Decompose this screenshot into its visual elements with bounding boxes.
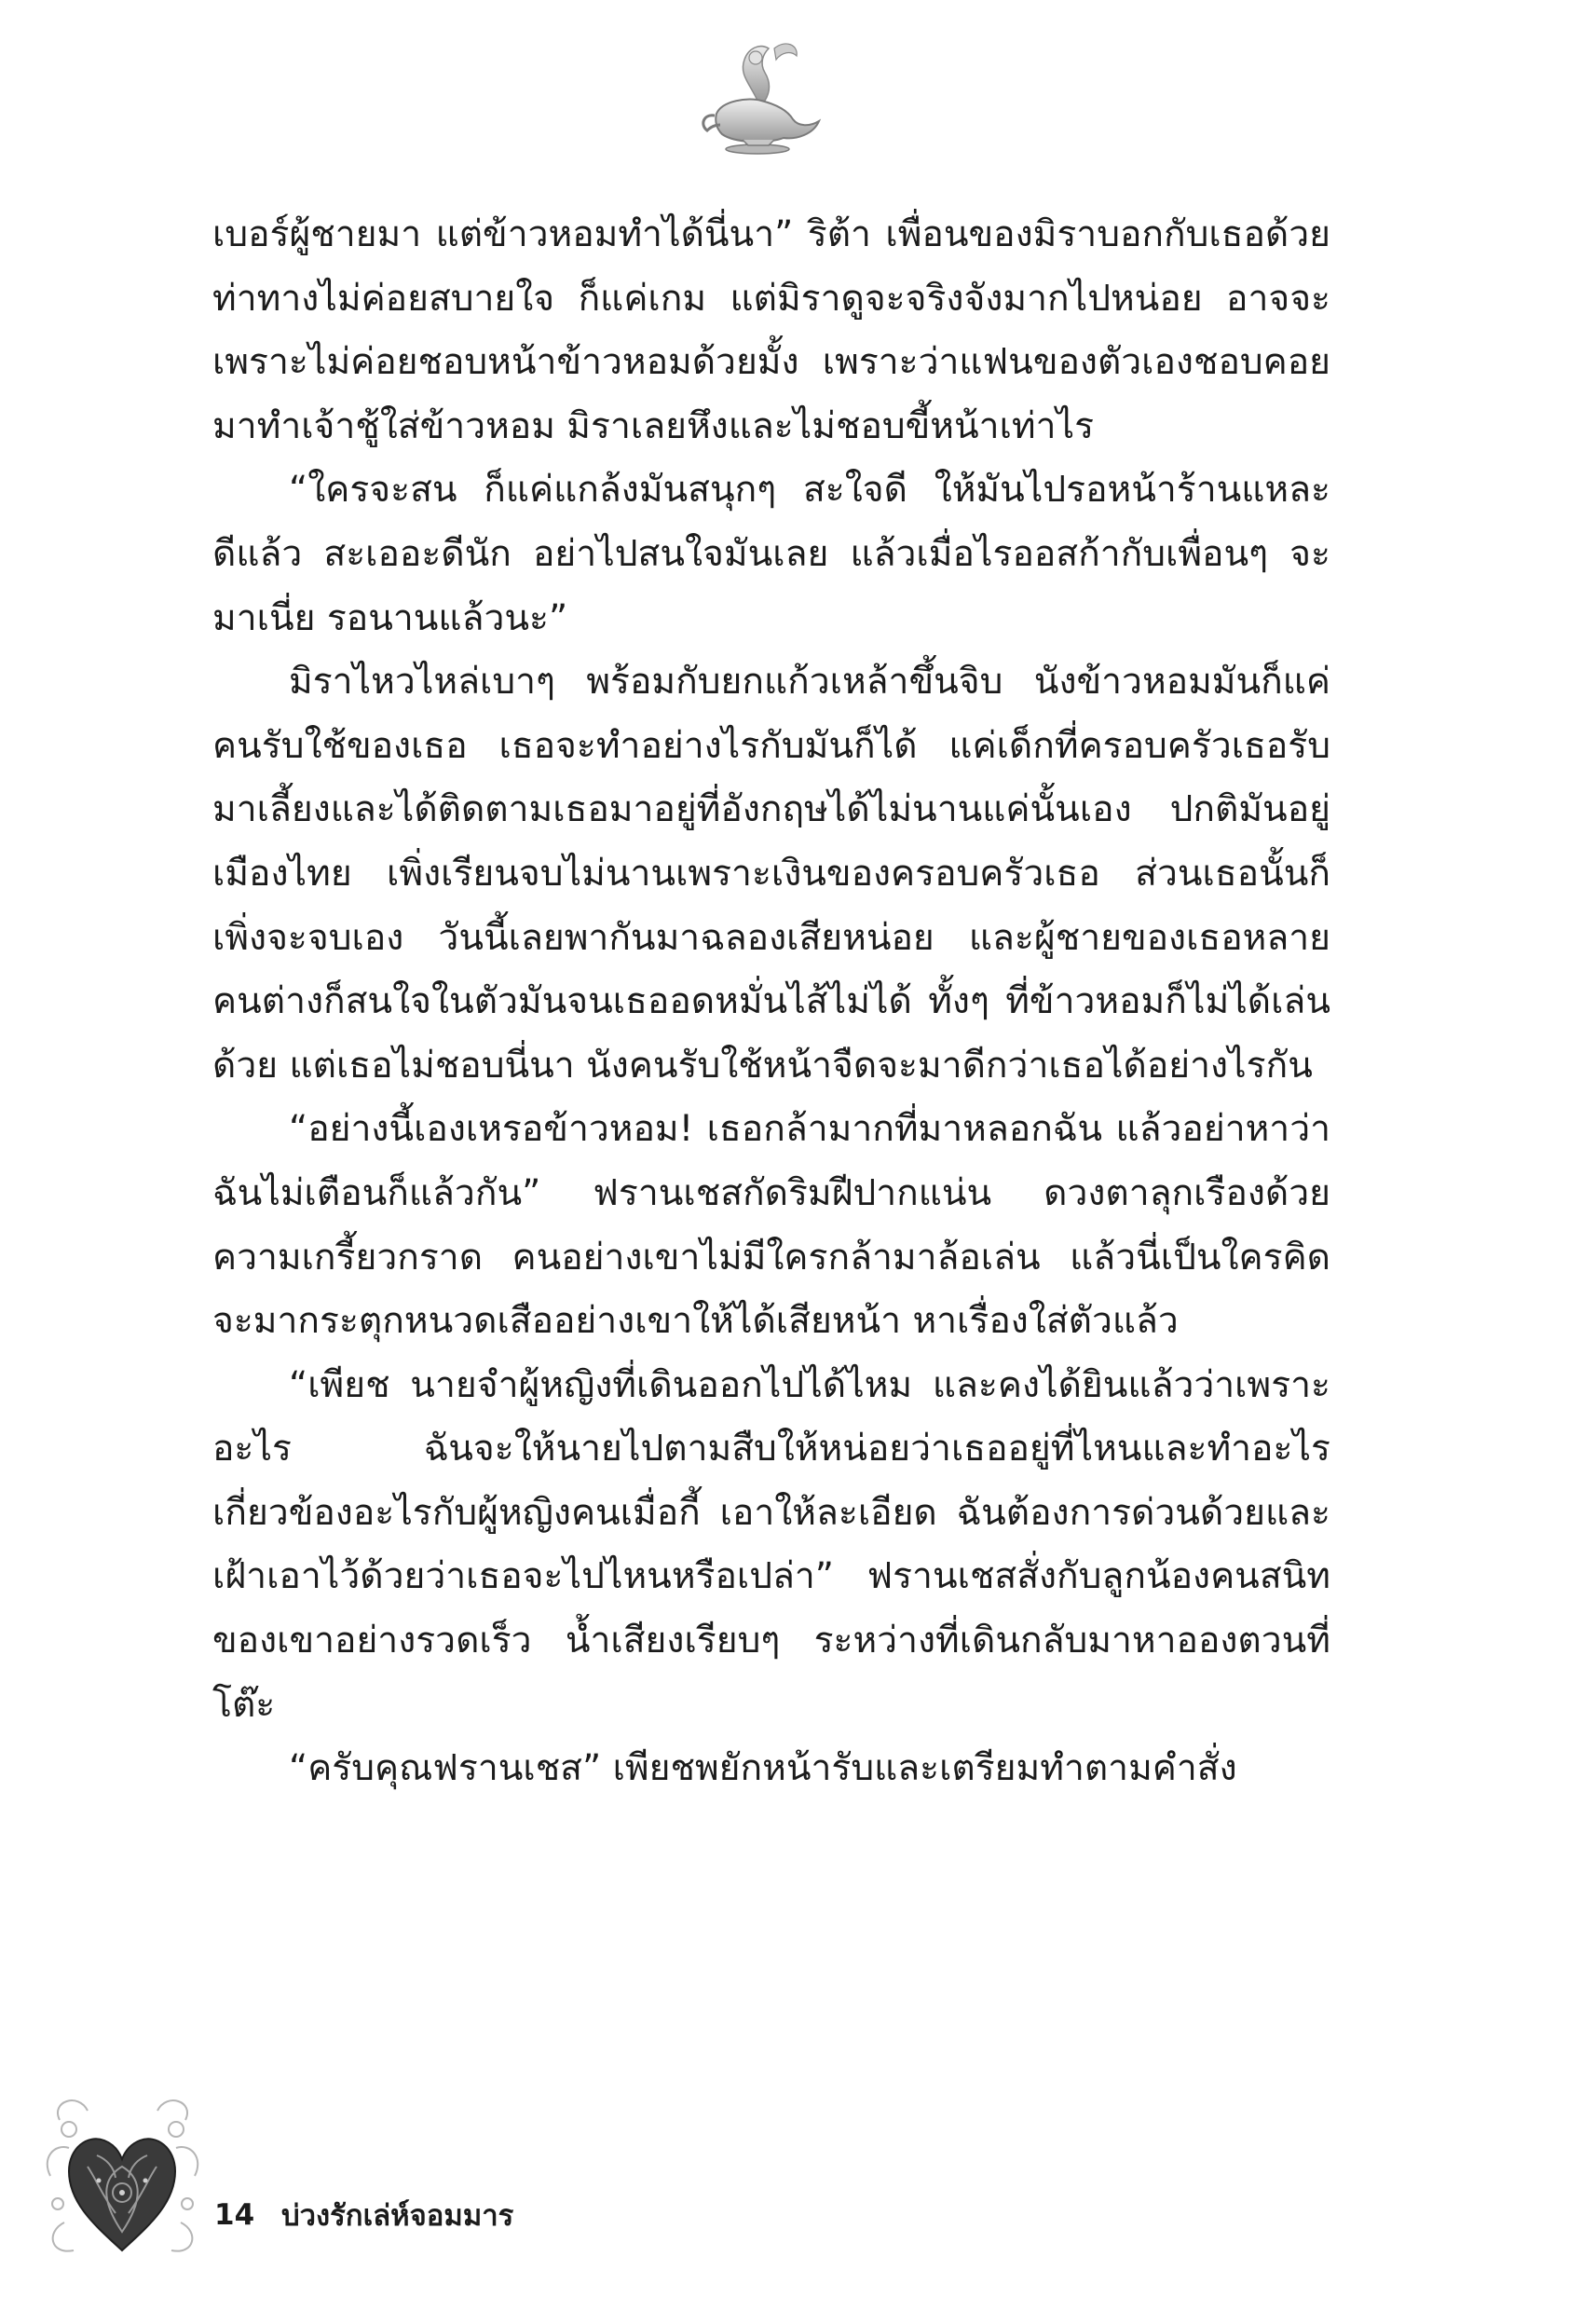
book-title: บ่วงรักเล่ห์จอมมาร [280, 2199, 514, 2233]
ornamental-heart-icon [41, 2092, 204, 2269]
paragraph-5: “เพียช นายจำผู้หญิงที่เดินออกไปได้ไหม และคงได้ยินแล้วว่าเพราะอะไร ฉันจะให้นายไปตามสืบให้หน่อยว่าเธออยู่ที่ไหนและทำอะไรเกี่ยวข้องอะไรกับผู้หญิงคนเมื่อกี้ เอาให้ละเอียด ฉันต้องการด่วนด้วยและเฝ้าเอาไว้ด้วยว่าเธอจะไปไหนหรือเปล่า” ฟรานเชสสั่งกับลูกน้องคนสนิทของเขาอย่างรวดเร็ว น้ำเสียงเรียบๆ ระหว่างที่เดินกลับมาหาอองตวนที่โต๊ะ [212, 1363, 1330, 1726]
story-text [212, 203, 1330, 1801]
page-footer [214, 2192, 513, 2238]
paragraph-2: “ใครจะสน ก็แค่แกล้งมันสนุกๆ สะใจดี ให้มันไปรอหน้าร้านแหละดีแล้ว สะเออะดีนัก อย่าไปสนใจมันเลย แล้วเมื่อไรออสก้ากับเพื่อนๆ จะมาเนี่ย รอนานแล้วนะ” [212, 469, 1330, 639]
genie-lamp-icon [694, 35, 825, 157]
paragraph-4: “อย่างนี้เองเหรอข้าวหอม! เธอกล้ามากที่มาหลอกฉัน แล้วอย่าหาว่าฉันไม่เตือนก็แล้วกัน” ฟรานเชสกัดริมฝีปากแน่น ดวงตาลุกเรืองด้วยความเกรี้ยวกราด คนอย่างเขาไม่มีใครกล้ามาล้อเล่น แล้วนี่เป็นใครคิดจะมากระตุกหนวดเสืออย่างเขาให้ได้เสียหน้า หาเรื่องใส่ตัวแล้ว [212, 1108, 1330, 1343]
paragraph-3: มิราไหวไหล่เบาๆ พร้อมกับยกแก้วเหล้าขึ้นจิบ นังข้าวหอมมันก็แค่คนรับใช้ของเธอ เธอจะทำอย่างไรกับมันก็ได้ แค่เด็กที่ครอบครัวเธอรับมาเลี้ยงและได้ติดตามเธอมาอยู่ที่อังกฤษได้ไม่นานแค่นั้นเอง ปกติมันอยู่เมืองไทย เพิ่งเรียนจบไม่นานเพราะเงินของครอบครัวเธอ ส่วนเธอนั้นก็เพิ่งจะจบเอง วันนี้เลยพากันมาฉลองเสียหน่อย และผู้ชายของเธอหลายคนต่างก็สนใจในตัวมันจนเธออดหมั่นไส้ไม่ได้ ทั้งๆ ที่ข้าวหอมก็ไม่ได้เล่นด้วย แต่เธอไม่ชอบนี่นา นังคนรับใช้หน้าจืดจะมาดีกว่าเธอได้อย่างไรกัน [212, 661, 1330, 1087]
paragraph-1: เบอร์ผู้ชายมา แต่ข้าวหอมทำได้นี่นา” ริต้า เพื่อนของมิราบอกกับเธอด้วยท่าทางไม่ค่อยสบายใจ ก็แค่เกม แต่มิราดูจะจริงจังมากไปหน่อย อาจจะเพราะไม่ค่อยชอบหน้าข้าวหอมด้วยมั้ง เพราะว่าแฟนของตัวเองชอบคอยมาทำเจ้าชู้ใส่ข้าวหอม มิราเลยหึงและไม่ชอบขี้หน้าเท่าไร [212, 213, 1330, 447]
page-number: 14 [214, 2198, 255, 2232]
paragraph-6: “ครับคุณฟรานเชส” เพียชพยักหน้ารับและเตรียมทำตามคำสั่ง [289, 1747, 1237, 1790]
